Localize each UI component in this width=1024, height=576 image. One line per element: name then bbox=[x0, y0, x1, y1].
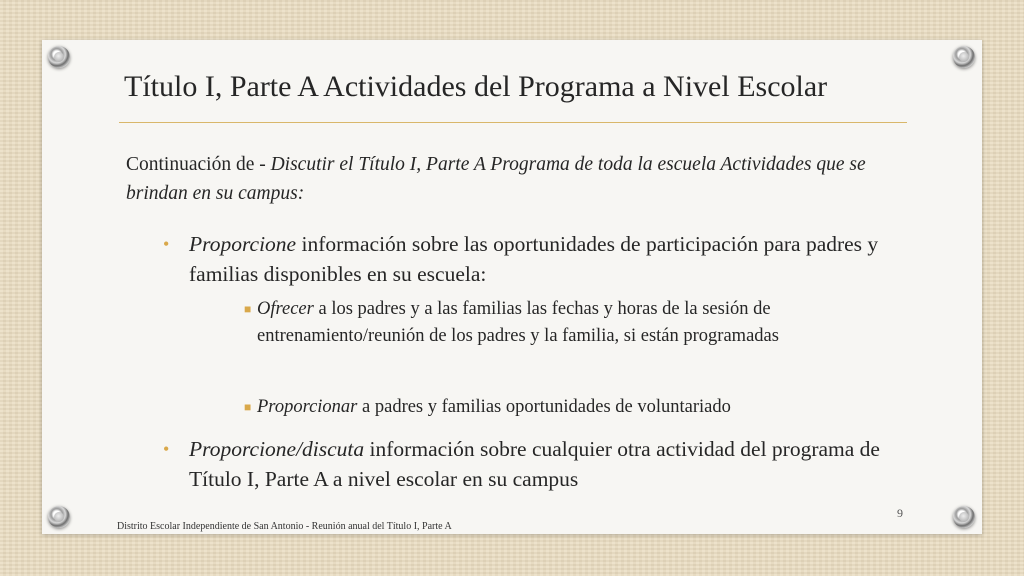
intro-prefix: Continuación de - bbox=[126, 154, 271, 175]
square-bullet-icon: ■ bbox=[244, 302, 252, 316]
slide-title: Título I, Parte A Actividades del Programa a Nivel Escolar bbox=[124, 70, 828, 103]
pushpin-icon bbox=[953, 46, 975, 68]
bullet-italic: Proporcione bbox=[189, 232, 297, 256]
bullet-body: información sobre las oportunidades de participación para padres y familias disponibles en su escuela: bbox=[189, 232, 879, 286]
bullet-text bbox=[163, 229, 903, 289]
square-bullet-icon: ■ bbox=[244, 400, 252, 414]
sub-bullet-body: a padres y familias oportunidades de voluntariado bbox=[357, 397, 731, 417]
bullet-text bbox=[163, 434, 903, 494]
sub-bullet-italic: Ofrecer bbox=[257, 299, 314, 319]
pushpin-icon bbox=[48, 46, 70, 68]
bullet-item bbox=[163, 434, 903, 494]
page-number: 9 bbox=[897, 506, 903, 520]
sub-bullet-text bbox=[244, 394, 884, 421]
bullet-italic: Proporcione/discuta bbox=[189, 437, 365, 461]
pushpin-icon bbox=[48, 506, 70, 528]
sub-bullet-text bbox=[244, 296, 884, 350]
bullet-item bbox=[163, 229, 903, 289]
sub-bullet-body: a los padres y a las familias las fechas y horas de la sesión de entrenamiento/reunión de los padres y la familia, si están programadas bbox=[257, 299, 779, 346]
intro-paragraph bbox=[126, 150, 886, 208]
pushpin-icon bbox=[953, 506, 975, 528]
sub-bullet-item bbox=[244, 394, 884, 421]
round-bullet-icon: • bbox=[163, 234, 170, 254]
bullet-body: información sobre cualquier otra actividad del programa de Título I, Parte A a nivel escolar en su campus bbox=[189, 437, 880, 491]
footer-text: Distrito Escolar Independiente de San Antonio - Reunión anual del Título I, Parte A bbox=[117, 521, 452, 532]
sub-bullet-item bbox=[244, 296, 884, 350]
round-bullet-icon: • bbox=[163, 439, 170, 459]
intro-italic: Discutir el Título I, Parte A Programa de toda la escuela Actividades que se brindan en su campus: bbox=[126, 154, 866, 204]
sub-bullet-italic: Proporcionar bbox=[257, 397, 358, 417]
title-divider bbox=[119, 122, 907, 123]
